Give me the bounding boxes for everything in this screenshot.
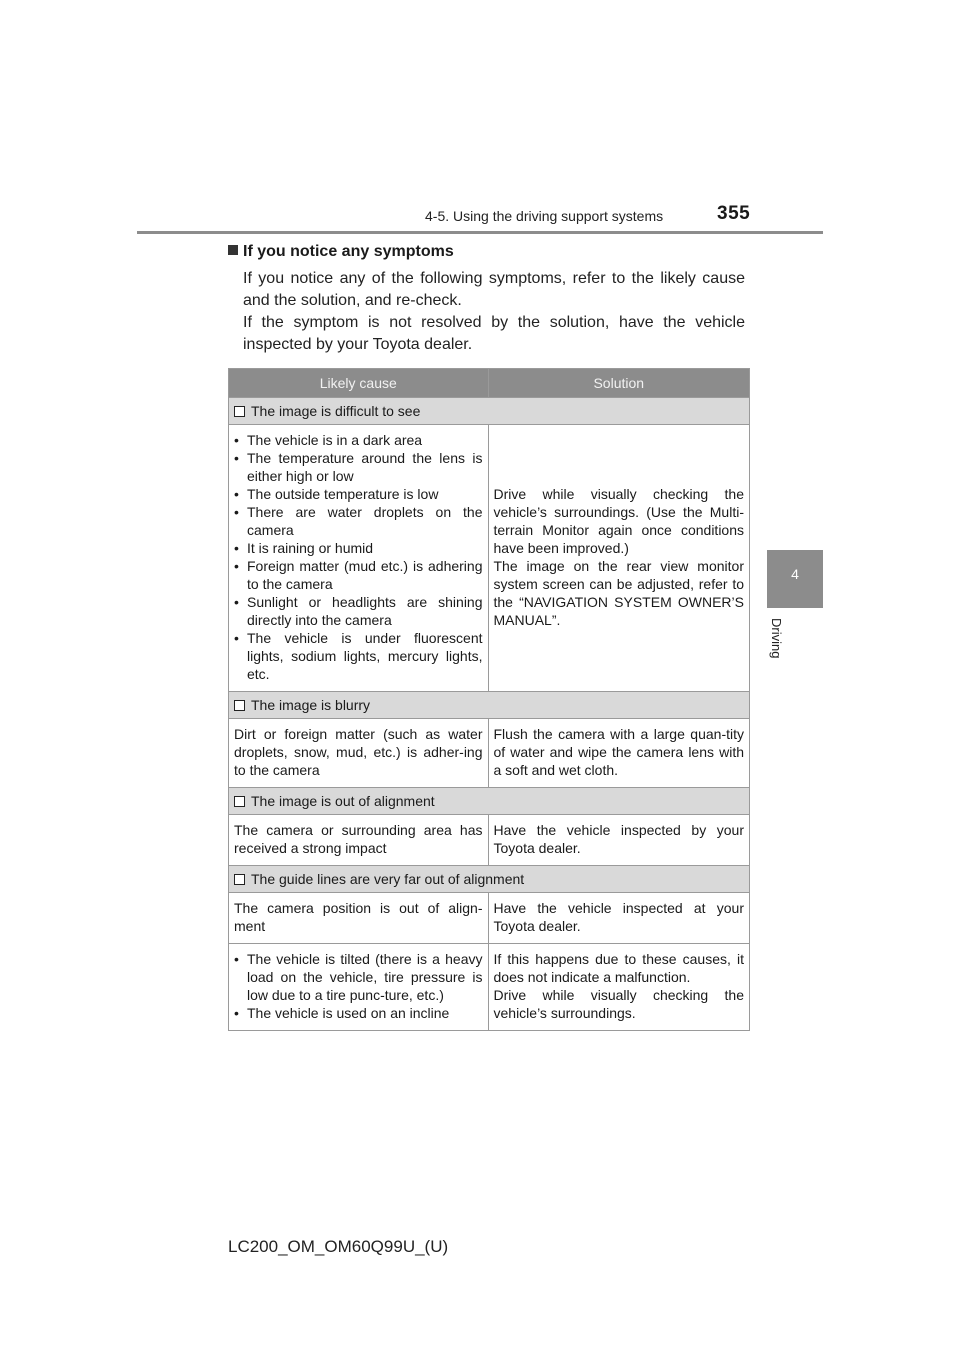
cause-item: • The vehicle is used on an incline bbox=[234, 1004, 483, 1022]
cause-item: • The vehicle is under fluorescent lights, sodium lights, mercury lights, etc. bbox=[234, 629, 483, 683]
solution-text: Drive while visually checking the vehicle’s surroundings. bbox=[493, 987, 744, 1021]
checkbox-icon bbox=[234, 874, 245, 885]
cause-item: • There are water droplets on the camera bbox=[234, 503, 483, 539]
symptom-row bbox=[229, 398, 750, 425]
intro-paragraph: If the symptom is not resolved by the solution, have the vehicle inspected by your Toyota dealer. bbox=[243, 314, 745, 353]
cause-item: • It is raining or humid bbox=[234, 539, 483, 557]
symptom-title: The guide lines are very far out of alignment bbox=[251, 871, 525, 887]
symptom-cell bbox=[229, 866, 750, 893]
table-row bbox=[229, 815, 750, 866]
solution-text: Drive while visually checking the vehicle’s surroundings. (Use the Multi-terrain Monitor again once conditions have been improved.) bbox=[493, 486, 744, 556]
cause-cell: Dirt or foreign matter (such as water droplets, snow, mud, etc.) is adher-ing to the camera bbox=[229, 719, 489, 788]
checkbox-icon bbox=[234, 406, 245, 417]
document-code: LC200_OM_OM60Q99U_(U) bbox=[228, 1237, 449, 1256]
cause-item: • Foreign matter (mud etc.) is adhering to the camera bbox=[234, 557, 483, 593]
solution-text: If this happens due to these causes, it does not indicate a malfunction. bbox=[493, 951, 744, 985]
cause-item: • The outside temperature is low bbox=[234, 485, 483, 503]
chapter-label bbox=[769, 618, 814, 678]
solution-cell: Have the vehicle inspected by your Toyota dealer. bbox=[488, 815, 750, 866]
page-number: 355 bbox=[717, 203, 751, 224]
symptom-cell bbox=[229, 788, 750, 815]
symptom-row bbox=[229, 866, 750, 893]
symptom-title: The image is out of alignment bbox=[251, 793, 435, 809]
table-row bbox=[229, 425, 750, 692]
cause-cell bbox=[229, 425, 489, 692]
column-header-solution: Solution bbox=[488, 369, 750, 398]
intro-text bbox=[243, 268, 745, 356]
symptom-title: The image is difficult to see bbox=[251, 403, 421, 419]
cause-item: • The vehicle is tilted (there is a heavy load on the vehicle, tire pressure is low due to a tire punc-ture, etc.) bbox=[234, 950, 483, 1004]
checkbox-icon bbox=[234, 796, 245, 807]
solution-cell bbox=[488, 944, 750, 1031]
column-header-likely-cause: Likely cause bbox=[229, 369, 489, 398]
cause-cell: The camera or surrounding area has received a strong impact bbox=[229, 815, 489, 866]
cause-item: • The vehicle is in a dark area bbox=[234, 431, 483, 449]
symptom-row bbox=[229, 788, 750, 815]
section-title: 4-5. Using the driving support systems bbox=[425, 208, 664, 224]
square-bullet-icon bbox=[228, 245, 238, 255]
cause-cell: The camera position is out of align-ment bbox=[229, 893, 489, 944]
cause-cell bbox=[229, 944, 489, 1031]
checkbox-icon bbox=[234, 700, 245, 711]
chapter-label-text: Driving bbox=[769, 618, 784, 659]
cause-item: • Sunlight or headlights are shining directly into the camera bbox=[234, 593, 483, 629]
solution-text: The image on the rear view monitor system screen can be adjusted, refer to the “NAVIGATION SYSTEM OWNER’S MANUAL”. bbox=[493, 558, 744, 628]
solution-cell: Flush the camera with a large quan-tity of water and wipe the camera lens with a soft and wet cloth. bbox=[488, 719, 750, 788]
section-heading-text: If you notice any symptoms bbox=[243, 243, 454, 260]
table-row bbox=[229, 893, 750, 944]
header-divider bbox=[137, 231, 823, 234]
table-row bbox=[229, 719, 750, 788]
chapter-tab bbox=[767, 550, 823, 608]
solution-cell: Have the vehicle inspected at your Toyota dealer. bbox=[488, 893, 750, 944]
chapter-number: 4 bbox=[791, 566, 799, 582]
solution-cell bbox=[488, 425, 750, 692]
intro-paragraph: If you notice any of the following symptoms, refer to the likely cause and the solution, and re-check. bbox=[243, 270, 745, 309]
symptom-row bbox=[229, 692, 750, 719]
symptoms-table bbox=[228, 368, 750, 1031]
symptom-cell bbox=[229, 398, 750, 425]
table-header-row bbox=[229, 369, 750, 398]
symptom-cell bbox=[229, 692, 750, 719]
section-heading bbox=[228, 243, 454, 261]
table-row bbox=[229, 944, 750, 1031]
symptom-title: The image is blurry bbox=[251, 697, 371, 713]
cause-item: • The temperature around the lens is either high or low bbox=[234, 449, 483, 485]
